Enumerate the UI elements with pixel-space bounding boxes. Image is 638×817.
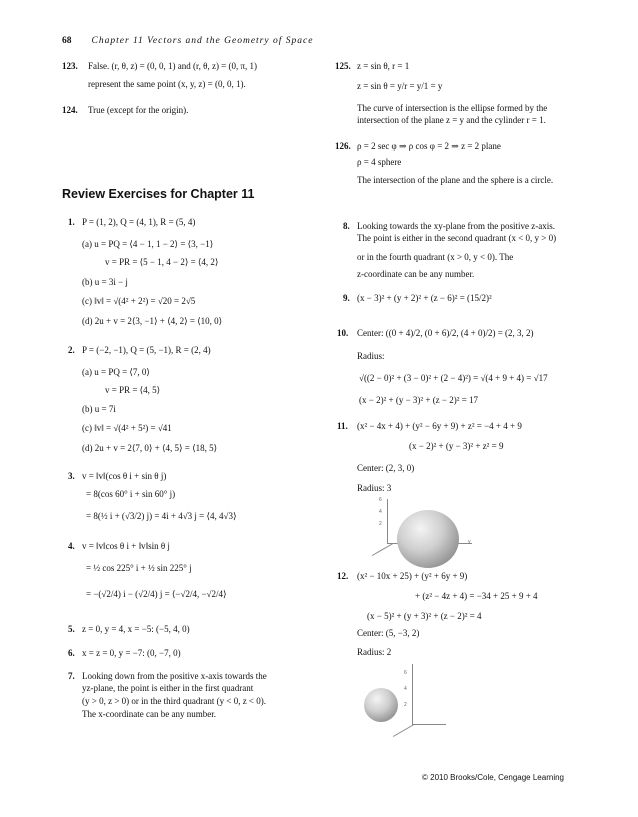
text-line: (a) u = PQ = ⟨4 − 1, 1 − 2⟩ = ⟨3, −1⟩ — [82, 239, 214, 249]
exercise-number: 11. — [337, 421, 348, 431]
exercise-number: 10. — [337, 328, 349, 338]
text-line: (b) u = 7i — [82, 404, 116, 414]
exercise-number: 126. — [335, 141, 351, 151]
text-line: Center: ((0 + 4)/2, (0 + 6)/2, (4 + 0)/2) = (2, 3, 2) — [357, 328, 534, 338]
sphere-graphic — [397, 510, 459, 568]
text-line: False. (r, θ, z) = (0, 0, 1) and (r, θ, z) = (0, π, 1) — [88, 61, 258, 71]
text-line: True (except for the origin). — [88, 105, 189, 115]
text-line: P = (−2, −1), Q = (5, −1), R = (2, 4) — [82, 345, 211, 355]
sphere-plot-11: 6 4 2 y — [365, 497, 480, 569]
exercise-number: 2. — [68, 345, 75, 355]
exercise-number: 12. — [337, 571, 349, 581]
text-line: (x² − 10x + 25) + (y² + 6y + 9) — [357, 571, 468, 581]
text-line: intersection of the plane z = y and the cylinder r = 1. — [357, 115, 546, 125]
text-line: (c) ‖v‖ = √(4² + 5²) = √41 — [82, 423, 172, 433]
chapter-title: Chapter 11 Vectors and the Geometry of Space — [91, 36, 314, 46]
text-line: = −(√2/4) i − (√2/4) j = ⟨−√2/4, −√2/4⟩ — [86, 589, 227, 599]
exercise-number: 7. — [68, 671, 75, 681]
text-line: The intersection of the plane and the sphere is a circle. — [357, 175, 554, 185]
exercise-number: 8. — [343, 221, 350, 231]
text-line: ρ = 4 sphere — [357, 157, 402, 167]
text-line: (b) u = 3i − j — [82, 277, 128, 287]
text-line: = ½ cos 225° i + ½ sin 225° j — [86, 563, 192, 573]
text-line: Radius: — [357, 351, 385, 361]
text-line: v = PR = ⟨4, 5⟩ — [105, 385, 161, 395]
text-line: v = ‖v‖(cos θ i + sin θ j) — [82, 471, 167, 481]
text-line: (d) 2u + v = 2⟨7, 0⟩ + ⟨4, 5⟩ = ⟨18, 5⟩ — [82, 443, 218, 453]
exercise-number: 3. — [68, 471, 75, 481]
exercise-number: 123. — [62, 61, 78, 71]
exercise-number: 124. — [62, 105, 78, 115]
text-line: z = 0, y = 4, x = −5: (−5, 4, 0) — [82, 624, 190, 634]
text-line: The point is either in the second quadrant (x < 0, y > 0) — [357, 233, 557, 243]
text-line: z = sin θ = y/r = y/1 = y — [357, 81, 443, 91]
text-line: or in the fourth quadrant (x > 0, y < 0). The — [357, 252, 514, 262]
text-line: = 8(½ i + (√3/2) j) = 4i + 4√3 j = ⟨4, 4√3⟩ — [86, 511, 237, 521]
copyright-footer: © 2010 Brooks/Cole, Cengage Learning — [422, 773, 564, 782]
text-line: P = (1, 2), Q = (4, 1), R = (5, 4) — [82, 217, 196, 227]
text-line: √((2 − 0)² + (3 − 0)² + (2 − 4)²) = √(4 + 9 + 4) = √17 — [359, 373, 548, 383]
text-line: v = ‖v‖cos θ i + ‖v‖sin θ j — [82, 541, 170, 551]
text-line: The curve of intersection is the ellipse formed by the — [357, 103, 548, 113]
text-line: (c) ‖v‖ = √(4² + 2²) = √20 = 2√5 — [82, 296, 196, 306]
text-line: ρ = 2 sec φ ⇒ ρ cos φ = 2 ⇒ z = 2 plane — [357, 141, 501, 151]
text-line: z-coordinate can be any number. — [357, 269, 475, 279]
exercise-number: 1. — [68, 217, 75, 227]
sphere-graphic — [364, 688, 398, 722]
text-line: (x − 2)² + (y − 3)² + z² = 9 — [409, 441, 504, 451]
text-line: Radius: 2 — [357, 647, 392, 657]
text-line: Looking towards the xy-plane from the positive z-axis. — [357, 221, 555, 231]
text-line: (x − 2)² + (y − 3)² + (z − 2)² = 17 — [359, 395, 479, 405]
text-line: Radius: 3 — [357, 483, 392, 493]
exercise-number: 6. — [68, 648, 75, 658]
text-line: (y > 0, z > 0) or in the third quadrant (y < 0, z < 0). — [82, 696, 267, 706]
text-line: z = sin θ, r = 1 — [357, 61, 410, 71]
text-line: (a) u = PQ = ⟨7, 0⟩ — [82, 367, 150, 377]
page-header — [62, 36, 313, 46]
exercise-12 — [335, 570, 605, 660]
text-line: Center: (2, 3, 0) — [357, 463, 415, 473]
text-line: Looking down from the positive x-axis towards the — [82, 671, 267, 681]
review-left-column — [62, 216, 324, 726]
text-line: (x² − 4x + 4) + (y² − 6y + 9) + z² = −4 + 4 + 9 — [357, 421, 522, 431]
exercise-number: 9. — [343, 293, 350, 303]
text-line: + (z² − 4z + 4) = −34 + 25 + 9 + 4 — [415, 591, 538, 601]
text-line: The x-coordinate can be any number. — [82, 709, 216, 719]
text-line: yz-plane, the point is either in the first quadrant — [82, 683, 254, 693]
exercise-number: 4. — [68, 541, 75, 551]
text-line: Center: (5, −3, 2) — [357, 628, 420, 638]
sphere-plot-12: 6 4 2 — [360, 662, 450, 752]
text-line: (x − 3)² + (y + 2)² + (z − 6)² = (15/2)² — [357, 293, 492, 303]
exercises-125-126 — [335, 60, 605, 185]
text-line: v = PR = ⟨5 − 1, 4 − 2⟩ = ⟨4, 2⟩ — [105, 257, 219, 267]
text-line: = 8(cos 60° i + sin 60° j) — [86, 489, 176, 499]
page-number: 68 — [62, 36, 72, 46]
text-line: (x − 5)² + (y + 3)² + (z − 2)² = 4 — [367, 611, 482, 621]
exercise-number: 125. — [335, 61, 351, 71]
exercise-number: 5. — [68, 624, 75, 634]
text-line: represent the same point (x, y, z) = (0, 0, 1). — [88, 79, 246, 89]
section-title: Review Exercises for Chapter 11 — [62, 187, 255, 201]
text-line: x = z = 0, y = −7: (0, −7, 0) — [82, 648, 181, 658]
text-line: (d) 2u + v = 2⟨3, −1⟩ + ⟨4, 2⟩ = ⟨10, 0⟩ — [82, 316, 223, 326]
exercises-123-124 — [62, 60, 324, 150]
